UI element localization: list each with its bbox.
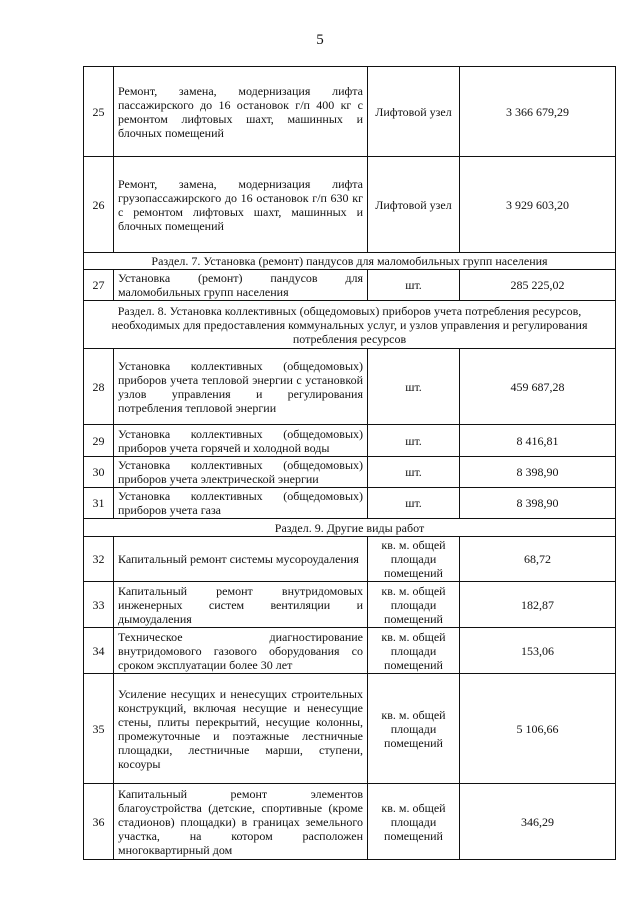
unit-of-measure: шт. [368, 457, 460, 488]
row-number: 29 [84, 425, 114, 457]
unit-of-measure: кв. м. общей площади помещений [368, 784, 460, 860]
unit-of-measure: шт. [368, 270, 460, 301]
row-number: 34 [84, 628, 114, 674]
unit-price: 3 929 603,20 [460, 157, 616, 253]
work-name: Установка (ремонт) пандусов для маломобильных групп населения [114, 270, 368, 301]
unit-of-measure: кв. м. общей площади помещений [368, 628, 460, 674]
unit-of-measure: кв. м. общей площади помещений [368, 537, 460, 582]
work-name: Установка коллективных (общедомовых) приборов учета горячей и холодной воды [114, 425, 368, 457]
table-row [84, 628, 616, 674]
table-row [84, 457, 616, 488]
table-row [84, 157, 616, 253]
unit-price: 5 106,66 [460, 674, 616, 784]
unit-price: 3 366 679,29 [460, 67, 616, 157]
table-row [84, 488, 616, 519]
row-number: 27 [84, 270, 114, 301]
work-name: Техническое диагностирование внутридомового газового оборудования со сроком эксплуатации более 30 лет [114, 628, 368, 674]
row-number: 35 [84, 674, 114, 784]
unit-of-measure: Лифтовой узел [368, 67, 460, 157]
unit-price: 8 398,90 [460, 488, 616, 519]
row-number: 36 [84, 784, 114, 860]
work-name: Установка коллективных (общедомовых) приборов учета газа [114, 488, 368, 519]
table-row [84, 537, 616, 582]
section-row [84, 301, 616, 349]
section-title: Раздел. 8. Установка коллективных (общедомовых) приборов учета потребления ресурсов, необходимых для предоставления коммунальных услуг, и узлов управления и регулирования потребления ресурсов [84, 301, 616, 349]
unit-price: 459 687,28 [460, 349, 616, 425]
unit-price: 285 225,02 [460, 270, 616, 301]
unit-of-measure: кв. м. общей площади помещений [368, 582, 460, 628]
row-number: 30 [84, 457, 114, 488]
table-row [84, 270, 616, 301]
unit-price: 8 398,90 [460, 457, 616, 488]
row-number: 33 [84, 582, 114, 628]
rates-table-body [84, 67, 616, 860]
table-row [84, 67, 616, 157]
unit-of-measure: шт. [368, 349, 460, 425]
page-number: 5 [316, 32, 324, 48]
unit-of-measure: Лифтовой узел [368, 157, 460, 253]
row-number: 32 [84, 537, 114, 582]
section-row [84, 253, 616, 270]
work-name: Ремонт, замена, модернизация лифта пассажирского до 16 остановок г/п 400 кг с ремонтом лифтовых шахт, машинных и блочных помещений [114, 67, 368, 157]
table-row [84, 425, 616, 457]
unit-of-measure: шт. [368, 488, 460, 519]
work-name: Установка коллективных (общедомовых) приборов учета тепловой энергии с установкой узлов управления и регулирования потребления тепловой энергии [114, 349, 368, 425]
table-row [84, 582, 616, 628]
unit-of-measure: шт. [368, 425, 460, 457]
unit-price: 153,06 [460, 628, 616, 674]
work-name: Ремонт, замена, модернизация лифта грузопассажирского до 16 остановок г/п 630 кг с ремонтом лифтовых шахт, машинных и блочных помещений [114, 157, 368, 253]
table-row [84, 784, 616, 860]
work-name: Усиление несущих и ненесущих строительных конструкций, включая несущие и ненесущие стены, плиты перекрытий, несущие колонны, промежуточные и поэтажные лестничные площадки, лестничные марши, ступени, косоуры [114, 674, 368, 784]
unit-of-measure: кв. м. общей площади помещений [368, 674, 460, 784]
table-row [84, 349, 616, 425]
table-row [84, 674, 616, 784]
row-number: 26 [84, 157, 114, 253]
section-row [84, 519, 616, 537]
unit-price: 68,72 [460, 537, 616, 582]
row-number: 28 [84, 349, 114, 425]
work-name: Капитальный ремонт системы мусороудаления [114, 537, 368, 582]
section-title: Раздел. 9. Другие виды работ [84, 519, 616, 537]
row-number: 25 [84, 67, 114, 157]
rates-table [83, 66, 616, 860]
section-title: Раздел. 7. Установка (ремонт) пандусов для маломобильных групп населения [84, 253, 616, 270]
work-name: Капитальный ремонт элементов благоустройства (детские, спортивные (кроме стадионов) площадки) в границах земельного участка, на котором расположен многоквартирный дом [114, 784, 368, 860]
work-name: Установка коллективных (общедомовых) приборов учета электрической энергии [114, 457, 368, 488]
unit-price: 8 416,81 [460, 425, 616, 457]
unit-price: 182,87 [460, 582, 616, 628]
unit-price: 346,29 [460, 784, 616, 860]
work-name: Капитальный ремонт внутридомовых инженерных систем вентиляции и дымоудаления [114, 582, 368, 628]
row-number: 31 [84, 488, 114, 519]
